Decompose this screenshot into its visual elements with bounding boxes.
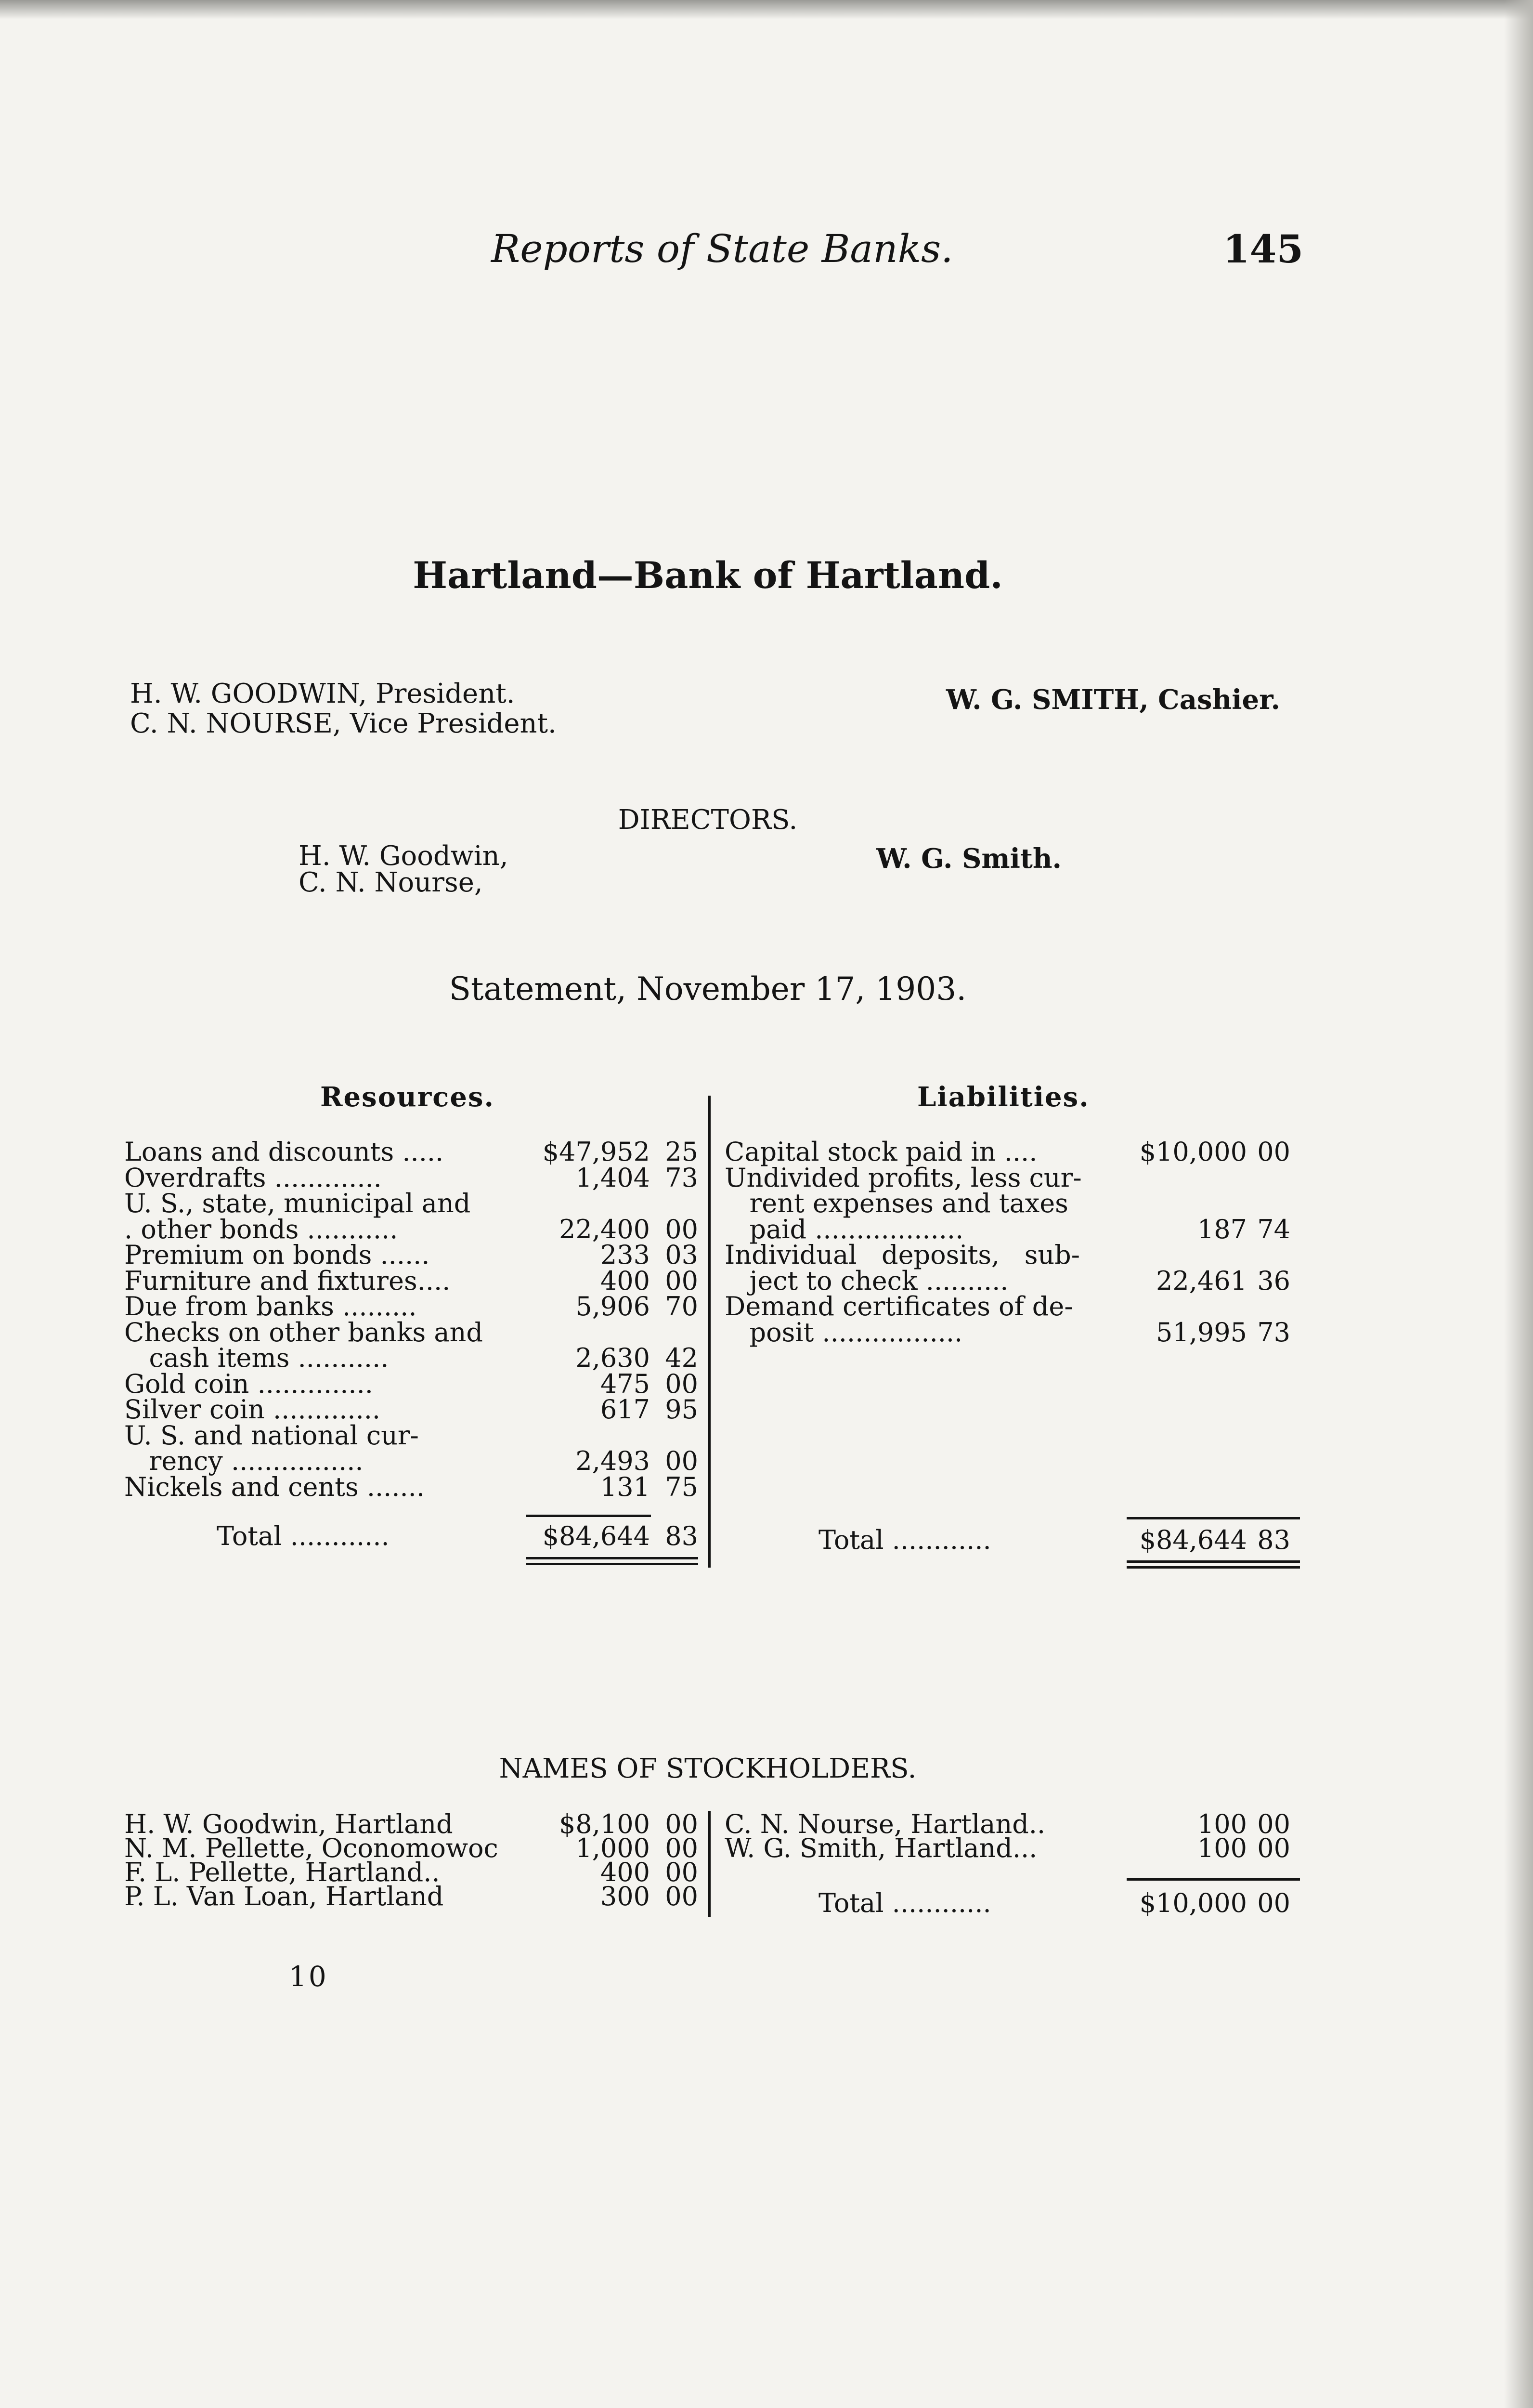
- row-cents: 00: [665, 1214, 698, 1244]
- row-cents: 74: [1257, 1214, 1290, 1244]
- scan-edge-right: [1504, 0, 1533, 2408]
- row-label: N. M. Pellette, Oconomowoc: [124, 1833, 498, 1863]
- row-label: rency ................: [124, 1446, 364, 1476]
- scan-edge-top: [0, 0, 1533, 19]
- row-dollars: 187: [1197, 1214, 1247, 1244]
- row-cents: 00: [665, 1446, 698, 1476]
- liabilities-double-rule: [1127, 1566, 1300, 1569]
- total-cents: 83: [665, 1521, 698, 1551]
- row-dollars: $47,952: [542, 1137, 650, 1167]
- row-dollars: 22,400: [559, 1214, 650, 1244]
- officer-president: H. W. GOODWIN, President.: [130, 678, 515, 709]
- resource-row: [0, 1189, 703, 1218]
- liability-row: [717, 1138, 1310, 1166]
- liability-row: [717, 1292, 1310, 1321]
- stockholders-column-divider: [708, 1811, 711, 1917]
- row-label: U. S. and national cur-: [124, 1420, 419, 1451]
- row-label: Furniture and fixtures....: [124, 1265, 451, 1296]
- row-cents: 03: [665, 1240, 698, 1270]
- row-cents: 73: [665, 1162, 698, 1193]
- total-cents: 83: [1257, 1525, 1290, 1555]
- row-cents: 00: [665, 1265, 698, 1296]
- row-cents: 00: [665, 1857, 698, 1887]
- row-cents: 73: [1257, 1317, 1290, 1348]
- row-dollars: 400: [600, 1265, 650, 1296]
- row-label: Due from banks .........: [124, 1291, 417, 1322]
- total-cents: 00: [1257, 1888, 1290, 1918]
- row-dollars: 5,906: [575, 1291, 650, 1322]
- liabilities-total-row: [717, 1526, 1310, 1555]
- row-label: . other bonds ...........: [124, 1214, 398, 1244]
- row-dollars: $8,100: [559, 1809, 650, 1839]
- row-label: rent expenses and taxes: [725, 1188, 1068, 1218]
- row-cents: 00: [665, 1368, 698, 1399]
- resource-row: [0, 1292, 703, 1321]
- row-label: W. G. Smith, Hartland...: [725, 1833, 1038, 1863]
- row-cents: 36: [1257, 1265, 1290, 1296]
- statement-title: Statement, November 17, 1903.: [449, 970, 967, 1008]
- stockholders-total-rule: [1127, 1878, 1300, 1881]
- row-label: Nickels and cents .......: [124, 1471, 425, 1502]
- directors-heading: DIRECTORS.: [618, 804, 798, 836]
- signature-mark: 10: [289, 1960, 328, 1993]
- row-dollars: 22,461: [1156, 1265, 1247, 1296]
- row-dollars: 100: [1197, 1833, 1247, 1863]
- row-label: P. L. Van Loan, Hartland: [124, 1881, 444, 1911]
- total-label: Total ............: [217, 1521, 390, 1551]
- resources-total-row: [0, 1522, 703, 1551]
- stockholder-row: [717, 1834, 1310, 1863]
- row-cents: 00: [665, 1881, 698, 1911]
- director-name: W. G. Smith.: [876, 843, 1062, 875]
- liabilities-double-rule: [1127, 1560, 1300, 1563]
- liability-row: [717, 1189, 1310, 1218]
- row-dollars: 475: [600, 1368, 650, 1399]
- liabilities-heading: Liabilities.: [917, 1081, 1090, 1113]
- director-name: C. N. Nourse,: [299, 867, 483, 898]
- row-cents: 25: [665, 1137, 698, 1167]
- row-dollars: 233: [600, 1240, 650, 1270]
- row-label: Undivided profits, less cur-: [725, 1162, 1082, 1193]
- row-label: Overdrafts .............: [124, 1162, 382, 1193]
- stockholders-heading: NAMES OF STOCKHOLDERS.: [499, 1753, 917, 1784]
- resource-row: [0, 1241, 703, 1269]
- row-label: F. L. Pellette, Hartland..: [124, 1857, 440, 1887]
- director-name: H. W. Goodwin,: [299, 840, 508, 872]
- resource-row: [0, 1395, 703, 1424]
- row-cents: 00: [1257, 1809, 1290, 1839]
- officer-cashier: W. G. SMITH, Cashier.: [946, 684, 1281, 716]
- row-dollars: 300: [600, 1881, 650, 1911]
- resource-row: [0, 1447, 703, 1476]
- total-dollars: $10,000: [1139, 1888, 1247, 1918]
- row-label: Individual deposits, sub-: [725, 1240, 1080, 1270]
- resources-heading: Resources.: [320, 1081, 495, 1113]
- resources-double-rule: [526, 1563, 698, 1565]
- row-dollars: 400: [600, 1857, 650, 1887]
- stockholders-total-row: [717, 1889, 1310, 1918]
- row-dollars: 51,995: [1156, 1317, 1247, 1348]
- running-head: Reports of State Banks.: [491, 226, 953, 271]
- row-dollars: 100: [1197, 1809, 1247, 1839]
- liability-row: [717, 1241, 1310, 1269]
- row-cents: 00: [665, 1809, 698, 1839]
- row-label: paid ..................: [725, 1214, 964, 1244]
- statement-column-divider: [708, 1096, 711, 1568]
- row-cents: 75: [665, 1471, 698, 1502]
- total-dollars: $84,644: [542, 1521, 650, 1551]
- row-cents: 00: [1257, 1833, 1290, 1863]
- row-dollars: 2,630: [575, 1343, 650, 1373]
- row-label: C. N. Nourse, Hartland..: [725, 1809, 1046, 1839]
- row-label: ject to check ..........: [725, 1265, 1009, 1296]
- row-dollars: $10,000: [1139, 1137, 1247, 1167]
- officer-vice-president: C. N. NOURSE, Vice President.: [130, 708, 557, 739]
- row-cents: 70: [665, 1291, 698, 1322]
- resources-total-rule: [526, 1515, 651, 1517]
- total-dollars: $84,644: [1139, 1525, 1247, 1555]
- total-label: Total ............: [818, 1525, 991, 1555]
- row-cents: 95: [665, 1394, 698, 1425]
- total-label: Total ............: [818, 1888, 991, 1918]
- row-label: Silver coin .............: [124, 1394, 381, 1425]
- row-label: Checks on other banks and: [124, 1317, 483, 1348]
- liabilities-total-rule: [1127, 1517, 1300, 1519]
- stockholder-row: [0, 1882, 703, 1911]
- row-cents: 00: [665, 1833, 698, 1863]
- row-label: Loans and discounts .....: [124, 1137, 444, 1167]
- row-cents: 00: [1257, 1137, 1290, 1167]
- page-number: 145: [1223, 226, 1303, 272]
- bank-title: Hartland—Bank of Hartland.: [413, 554, 1003, 597]
- row-dollars: 617: [600, 1394, 650, 1425]
- liability-row: [717, 1318, 1310, 1347]
- row-label: cash items ...........: [124, 1343, 389, 1373]
- resource-row: [0, 1344, 703, 1373]
- resources-double-rule: [526, 1557, 698, 1559]
- resource-row: [0, 1138, 703, 1166]
- row-label: Premium on bonds ......: [124, 1240, 430, 1270]
- row-label: Capital stock paid in ....: [725, 1137, 1038, 1167]
- row-label: Demand certificates of de-: [725, 1291, 1073, 1322]
- resource-row: [0, 1473, 703, 1502]
- row-dollars: 1,000: [575, 1833, 650, 1863]
- row-label: U. S., state, municipal and: [124, 1188, 471, 1218]
- row-dollars: 2,493: [575, 1446, 650, 1476]
- row-cents: 42: [665, 1343, 698, 1373]
- row-label: Gold coin ..............: [124, 1368, 373, 1399]
- row-dollars: 131: [600, 1471, 650, 1502]
- row-label: H. W. Goodwin, Hartland: [124, 1809, 453, 1839]
- row-dollars: 1,404: [575, 1162, 650, 1193]
- row-label: posit .................: [725, 1317, 963, 1348]
